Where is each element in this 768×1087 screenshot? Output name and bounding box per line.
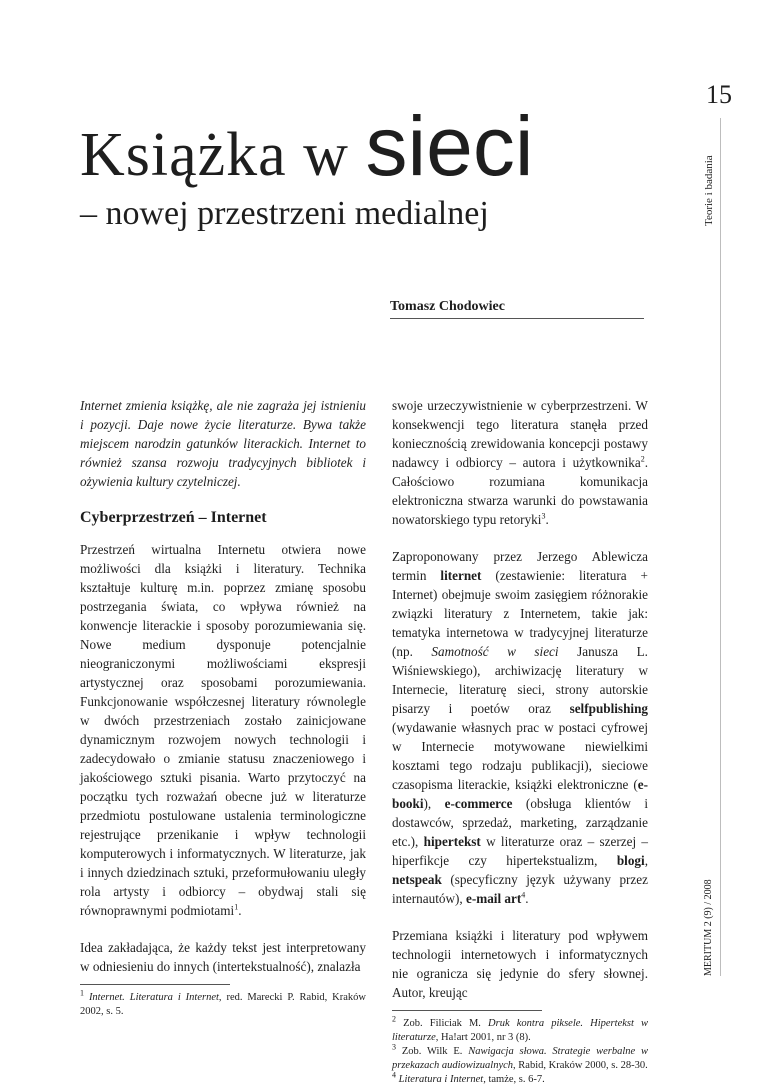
footnote-number: 4 — [392, 1070, 396, 1080]
author-underline — [390, 318, 644, 319]
text: , — [644, 853, 648, 868]
text: , red. Marecki P. Rabid, Kraków 2002, s. 5. — [80, 992, 367, 1017]
footnote-number: 2 — [392, 1014, 396, 1024]
text: . — [545, 512, 549, 527]
article-title-line1 — [80, 99, 534, 193]
text: , tamże, s. 6-7. — [483, 1074, 545, 1085]
left-column — [80, 508, 366, 1019]
author-name: Tomasz Chodowiec — [390, 299, 505, 314]
footnote-4 — [392, 1070, 648, 1087]
text: , Ha!art 2001, nr 3 (8). — [435, 1032, 531, 1043]
right-column — [392, 396, 648, 1087]
text: Internet. — [88, 992, 130, 1003]
text: Nawigacja słowa. Strategie werbalne w przekazach audiowizualnych — [392, 1046, 649, 1071]
footnote-divider — [80, 984, 230, 985]
article-title-line2: – nowej przestrzeni medialnej — [80, 195, 489, 232]
page-number: 15 — [706, 80, 732, 109]
text: w literaturze oraz – szerzej – hiperfikcje czy hipertekstualizm, — [392, 834, 649, 868]
term-selfpublishing: selfpublishing — [569, 701, 648, 716]
text: Literatura i Internet — [398, 1074, 484, 1085]
term-blogi: blogi — [616, 853, 645, 868]
text: Druk kontra piksele. Hipertekst w literaturze — [392, 1018, 649, 1043]
section-heading: Cyberprzestrzeń – Internet — [80, 509, 267, 526]
footnote-number: 1 — [80, 988, 84, 998]
text: Janusza L. Wiśniewskiego), archiwizację literatury w Internecie, literaturę sieci, strony autorskie pisarzy i poetów oraz — [392, 644, 648, 716]
footnote-3 — [392, 1042, 649, 1073]
term-netspeak: netspeak — [392, 872, 442, 887]
term-liternet: liternet — [440, 568, 482, 583]
left-paragraph-2: Idea zakładająca, że każdy tekst jest interpretowany w odniesieniu do innych (intertekstualność), znalazła — [80, 940, 366, 974]
title-part2: sieci — [365, 99, 534, 193]
journal-label: MERITUM 2 (9) / 2008 — [703, 879, 714, 976]
footnote-ref: 3 — [541, 511, 546, 521]
term-hipertekst: hipertekst — [423, 834, 481, 849]
footnote-ref: 4 — [521, 890, 526, 900]
text: swoje urzeczywistnienie w cyberprzestrzeni. W konsekwencji tego literatura stanęła przed koniecznością zrewidowania koncepcji postawy nadawcy i odbiorcy – autora i użytkownika — [392, 398, 648, 470]
text: Zob. Filiciak M. — [403, 1018, 489, 1029]
text: (obsługa klientów i dostawców, sprzedaż, marketing, zarządzanie etc.), — [392, 796, 648, 849]
footnote-2 — [392, 1014, 649, 1045]
text: , Rabid, Kraków 2000, s. 28-30. — [513, 1060, 648, 1071]
text: (zestawienie: literatura + Internet) obejmuje swoim zasięgiem różnorakie związki literatury z Internetem, takie jak: tematyka internetowa w tradycyjnej literaturze (np. — [392, 568, 648, 659]
text: Zob. Wilk E. — [401, 1046, 469, 1057]
section-label: Teorie i badania — [703, 155, 715, 226]
term-ecommerce: e-commerce — [444, 796, 513, 811]
text: . — [525, 891, 529, 906]
footnote-divider — [392, 1010, 542, 1011]
text: Literatura i Internet — [129, 992, 219, 1003]
text: ), — [423, 796, 445, 811]
title-part1: Książka w — [80, 121, 366, 189]
footnote-1 — [80, 988, 367, 1019]
text: (wydawanie własnych prac w postaci cyfrowej w Internecie motywowane niewielkimi kosztami tego rodzaju publikacji), sieciowe czasopisma literackie, książki elektroniczne ( — [392, 720, 648, 792]
footnote-number: 3 — [392, 1042, 396, 1052]
term-ebooki: e-booki — [392, 777, 648, 811]
text: (specyficzny język używany przez internautów), — [392, 872, 648, 906]
text: Zaproponowany przez Jerzego Ablewicza termin — [392, 549, 648, 583]
text: . — [238, 903, 242, 918]
left-paragraph-1 — [80, 540, 366, 920]
lead-paragraph: Internet zmienia książkę, ale nie zagraża jej istnieniu i pozycji. Daje nowe życie literaturze. Bywa także miejscem narodzin gatunków literackich. Internet to również szansa rozwoju tradycyjnych bibliotek i ożywienia kultury czytelniczej. — [80, 398, 366, 489]
term-email-art: e-mail art — [465, 891, 522, 906]
footnote-ref: 2 — [640, 454, 645, 464]
right-paragraph-2 — [392, 547, 648, 908]
text: Przestrzeń wirtualna Internetu otwiera nowe możliwości dla książki i literatury. Technika kształtuje kulturę m.in. poprzez zmianę sposobu postrzegania świata, co wpływa również na konwencje literackie i sposoby porozumiewania się. Nowe medium dysponuje potencjalnie nieograniczonymi możliwościami ekspresji artystycznej oraz sposobami porozumiewania. Funkcjonowanie współczesnej literatury równolegle w dwóch przestrzeniach zostało zainicjowane dynamicznym rozwojem nowych technologii i zadecydowało o zmianie statusu znaczeniowego i jakościowego sztuki pisania. Warto przytoczyć na początku tych rozważań obecne już w literaturze przedmiotu postulowane ustalenia terminologiczne rejestrujące przenikanie i wpływ technologii komputerowych i informatycznych. W literaturze, jak i innych dziedzinach sztuki, przeformułowaniu uległy rola artysty i odbiorcy – obydwaj stali się równoprawnymi podmiotami — [80, 542, 366, 918]
right-paragraph-3: Przemiana książki i literatury pod wpływem technologii internetowych i informatycznych nie ogranicza się jedynie do sfery słownej. Autor, kreując — [392, 928, 648, 1000]
text: . Całościowo rozumiana komunikacja elektroniczna stwarza warunki do powstawania nowatorskiego typu retoryki — [392, 455, 648, 527]
right-paragraph-1 — [392, 396, 648, 529]
footnote-ref: 1 — [234, 902, 239, 912]
book-title: Samotność w sieci — [431, 644, 559, 659]
